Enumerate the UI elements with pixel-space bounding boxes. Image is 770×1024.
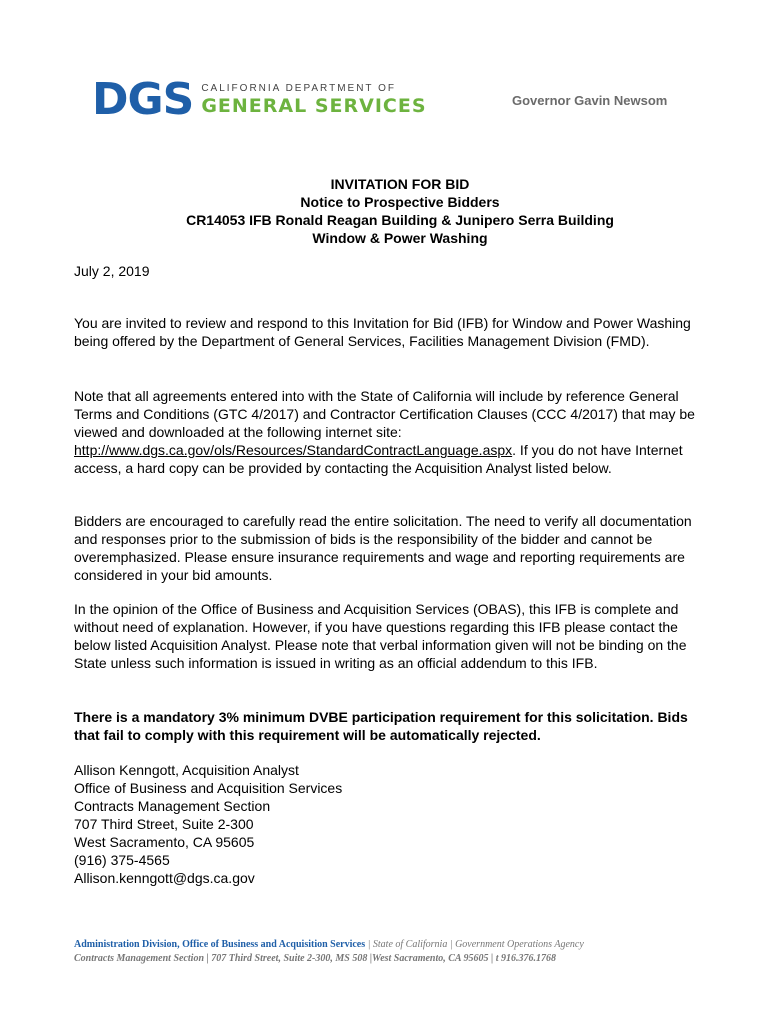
title-block [60,175,740,247]
title-line2: Notice to Prospective Bidders [300,194,500,210]
contact-office: Office of Business and Acquisition Services [74,780,343,796]
dgs-logo [92,74,427,125]
contact-city: West Sacramento, CA 95605 [74,834,255,850]
contact-email[interactable]: Allison.kenngott@dgs.ca.gov [74,870,255,886]
contact-section: Contracts Management Section [74,798,271,814]
footer [74,938,584,966]
paragraph-agreements-before: Note that all agreements entered into with the State of California will include by reference General Terms and Conditions (GTC 4/2017) and Contractor Certification Clauses (CCC 4/2017) that may be viewed and downloaded at the following internet site: [74,388,695,440]
footer-t-label: t [495,953,499,964]
footer-line2 [74,952,584,966]
governor-name: Governor Gavin Newsom [512,93,668,108]
title-line4: Window & Power Washing [312,230,488,246]
footer-line1 [74,938,584,952]
footer-address: Contracts Management Section | 707 Third Street, Suite 2-300, MS 508 |West Sacramento, CA 95605 | [74,953,496,964]
paragraph-opinion: In the opinion of the Office of Business and Acquisition Services (OBAS), this IFB is complete and without need of explanation. However, if you have questions regarding this IFB please contact the below listed Acquisition Analyst. Please note that verbal information given will not be binding on the State unless such information is issued in writing as an official addendum to this IFB. [74,601,687,671]
contact-phone: (916) 375-4565 [74,852,170,868]
letter-date: July 2, 2019 [74,263,150,279]
logo-mark: DGS [92,74,194,125]
contact-block [74,761,704,887]
footer-line1-rest: | State of California | Government Operations Agency [365,939,584,950]
title-line3: CR14053 IFB Ronald Reagan Building & Junipero Serra Building [186,212,614,228]
logo-line1: CALIFORNIA DEPARTMENT OF [201,83,397,94]
paragraph-invitation: You are invited to review and respond to this Invitation for Bid (IFB) for Window and Power Washing being offered by the Department of General Services, Facilities Management Division (FMD). [74,315,691,349]
logo-line2: GENERAL SERVICES [201,95,427,117]
paragraph-dvbe-requirement: There is a mandatory 3% minimum DVBE participation requirement for this solicitation. Bids that fail to comply with this requirement will be automatically rejected. [74,709,688,743]
logo-text [201,83,426,117]
contact-street: 707 Third Street, Suite 2-300 [74,816,254,832]
footer-division: Administration Division, Office of Business and Acquisition Services [74,939,366,950]
title-line1: INVITATION FOR BID [330,176,470,192]
paragraph-agreements-after: . If you do not have Internet access, a hard copy can be provided by contacting the Acquisition Analyst listed below. [74,442,683,476]
paragraph-agreements [74,387,704,477]
paragraph-encouraged: Bidders are encouraged to carefully read the entire solicitation. The need to verify all documentation and responses prior to the submission of bids is the responsibility of the bidder and cannot be overemphasized. Please ensure insurance requirements and wage and reporting requirements are considered in your bid amounts. [74,513,692,583]
contact-name: Allison Kenngott, Acquisition Analyst [74,762,299,778]
footer-phone: 916.376.1768 [498,953,557,964]
contract-language-link[interactable]: http://www.dgs.ca.gov/ols/Resources/StandardContractLanguage.aspx [74,442,513,458]
